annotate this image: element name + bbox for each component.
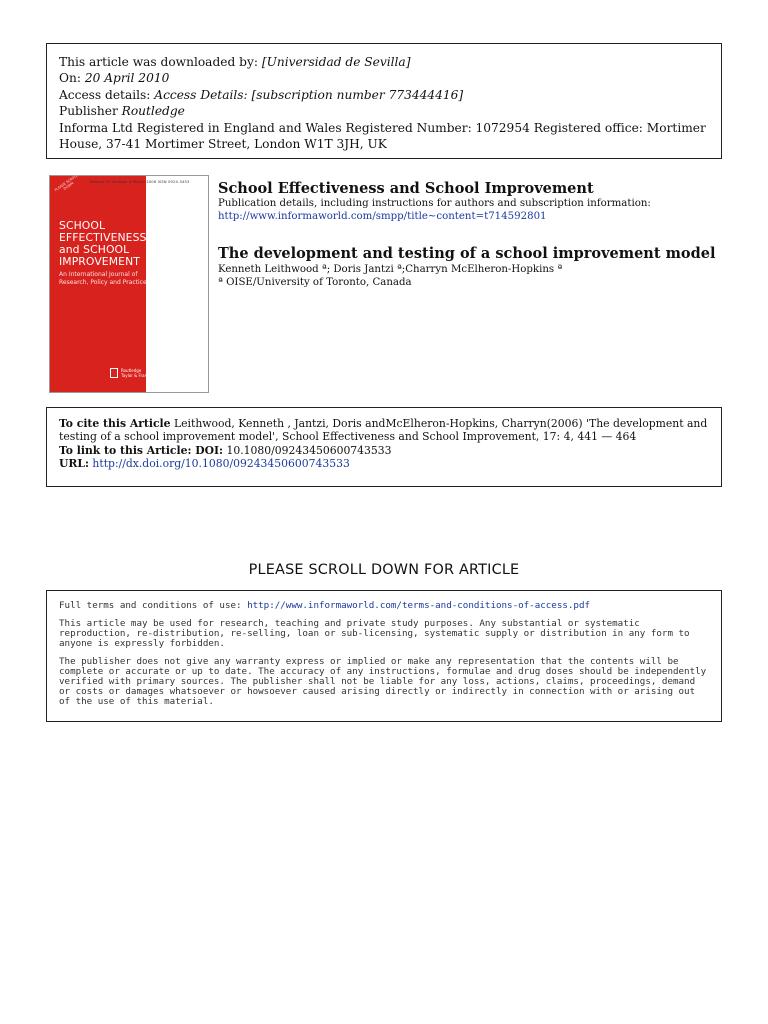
full-terms-label: Full terms and conditions of use:: [59, 600, 248, 611]
scroll-down-notice: PLEASE SCROLL DOWN FOR ARTICLE: [248, 562, 520, 578]
cover-title-line: EFFECTIVENESS: [59, 231, 147, 244]
publication-details: Publication details, including instructions for authors and subscription information:: [218, 198, 651, 209]
terms-url-link[interactable]: http://www.informaworld.com/terms-and-conditions-of-access.pdf: [247, 600, 591, 611]
download-info-box: [46, 43, 722, 159]
registration-info: Informa Ltd Registered in England and Wales Registered Number: 1072954 Registered office: Mortimer House, 37-41 Mortimer Street, London W1T 3JH, UK: [59, 120, 706, 152]
journal-url-link[interactable]: http://www.informaworld.com/smpp/title~content=t714592801: [218, 211, 547, 222]
doi-url-link[interactable]: http://dx.doi.org/10.1080/09243450600743533: [88, 457, 350, 471]
cover-subtitle: An International Journal of Research, Policy and Practice: [59, 271, 147, 286]
downloaded-by-line: [59, 54, 709, 70]
cover-publisher-name: Routledge: [121, 368, 142, 373]
disclaimer-paragraph: The publisher does not give any warranty express or implied or make any representation that the contents will be complete or accurate or up to date. The accuracy of any instructions, formulae and drug doses should be independently verified with primary sources. The publisher shall not be liable for any loss, actions, claims, proceedings, demand or costs or damages whatsoever or howsoever caused arising directly or indirectly in connection with or arising out of the use of this material.: [59, 656, 707, 707]
publisher-value: Routledge: [121, 104, 185, 119]
access-details-label: Access details:: [59, 87, 155, 102]
full-terms-line: [59, 601, 709, 611]
cite-label: To cite this Article: [59, 417, 171, 430]
journal-title: School Effectiveness and School Improvement: [218, 180, 594, 197]
url-line: [59, 457, 709, 470]
terms-box: [46, 590, 722, 722]
citation-box: [46, 407, 722, 487]
journal-cover-image: [49, 175, 209, 393]
publisher-line: [59, 103, 709, 119]
downloaded-by-label: This article was downloaded by:: [59, 55, 262, 69]
download-date-value: 20 April 2010: [84, 71, 170, 86]
article-authors: Kenneth Leithwood ª; Doris Jantzi ª;Charryn McElheron-Hopkins ª: [218, 264, 563, 275]
link-label: To link to this Article: DOI:: [59, 443, 224, 457]
cite-this-article: [59, 417, 709, 444]
routledge-logo-icon: [110, 368, 118, 378]
author-affiliation: ª OISE/University of Toronto, Canada: [218, 277, 412, 288]
cover-title: [59, 220, 147, 268]
cover-title-line: IMPROVEMENT: [59, 255, 140, 268]
cover-publisher-sub: Taylor & Francis Group: [121, 373, 166, 378]
downloaded-by-value: [Universidad de Sevilla]: [261, 55, 411, 69]
doi-value: 10.1080/09243450600743533: [223, 443, 392, 457]
publisher-label: Publisher: [59, 104, 122, 119]
terms-paragraph: This article may be used for research, teaching and private study purposes. Any substantial or systematic reproduction, re-distribution, re-selling, loan or sub-licensing, systematic supply or distribution in any form to anyone is expressly forbidden.: [59, 618, 690, 649]
cover-title-line: and SCHOOL: [59, 243, 130, 256]
cover-title-line: SCHOOL: [59, 219, 106, 232]
cite-text: Leithwood, Kenneth , Jantzi, Doris andMcElheron-Hopkins, Charryn(2006) 'The development and testing of a school improvement model', School Effectiveness and School Improvement, 17: 4, 441 — 464: [59, 417, 708, 444]
cover-issue-strip: Volume 17 Number 4 March 2006 ISSN 0924-3453: [90, 180, 190, 184]
link-to-article: [59, 444, 709, 457]
cover-publisher: [121, 368, 166, 378]
access-details-line: [59, 87, 709, 103]
article-title: The development and testing of a school improvement model: [218, 245, 716, 262]
download-date-line: [59, 70, 709, 86]
url-label: URL:: [59, 457, 89, 471]
cover-stamp: PLEASE SCROLL DOWN: [54, 173, 79, 193]
access-details-value: Access Details: [subscription number 773444416]: [154, 87, 464, 102]
download-date-label: On:: [59, 71, 85, 86]
